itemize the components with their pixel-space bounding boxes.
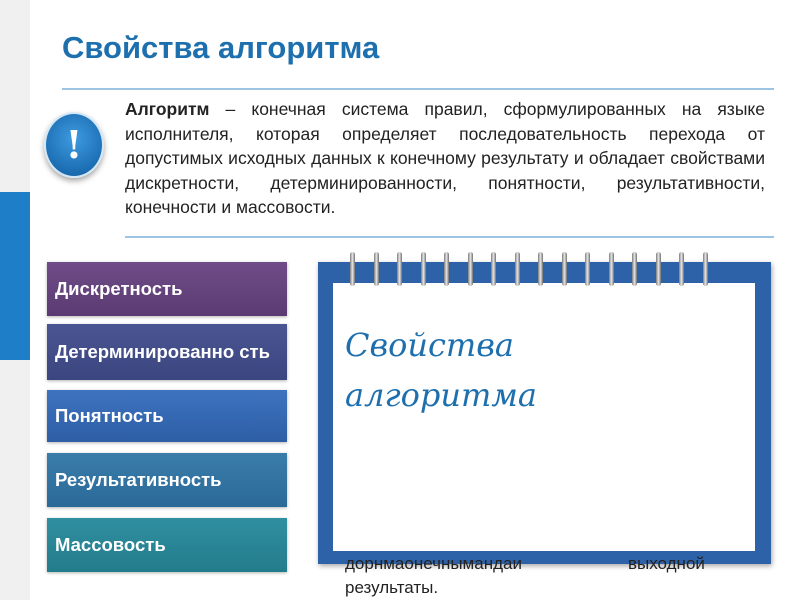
notebook-title-line2: алгоритма — [345, 376, 537, 414]
spiral-ring — [585, 252, 590, 286]
property-label: Понятность — [55, 405, 164, 426]
property-effectiveness[interactable] — [47, 453, 287, 507]
divider-top — [62, 88, 774, 90]
spiral-ring — [632, 252, 637, 286]
notebook-title — [345, 320, 537, 420]
spiral-ring — [421, 252, 426, 286]
property-label: Результативность — [55, 469, 222, 490]
property-label: Массовость — [55, 534, 166, 555]
overflow-text-line1: дорнмаонечнымандаи — [345, 554, 522, 573]
side-bar-bottom — [0, 360, 30, 600]
property-determinism[interactable] — [47, 324, 287, 380]
spiral-ring — [656, 252, 661, 286]
side-bar-accent — [0, 192, 30, 360]
definition-paragraph — [125, 97, 765, 220]
property-understandability[interactable] — [47, 390, 287, 442]
slide-title: Свойства алгоритма — [62, 30, 380, 65]
definition-term: Алгоритм — [125, 99, 210, 119]
overflow-text-line2: результаты. — [345, 578, 439, 597]
spiral-ring — [562, 252, 567, 286]
exclamation-mark: ! — [65, 122, 83, 167]
notebook-title-line1: Свойства — [345, 326, 514, 364]
property-discreteness[interactable] — [47, 262, 287, 316]
spiral-ring — [374, 252, 379, 286]
spiral-ring — [444, 252, 449, 286]
spiral-ring — [679, 252, 684, 286]
divider-bottom — [125, 236, 774, 238]
property-label: Детерминированно сть — [55, 341, 270, 362]
spiral-ring — [538, 252, 543, 286]
spiral-ring — [609, 252, 614, 286]
spiral-ring — [491, 252, 496, 286]
spiral-ring — [397, 252, 402, 286]
spiral-ring — [468, 252, 473, 286]
definition-text: – конечная система правил, сформулированных на языке исполнителя, которая определяет последовательность перехода от допустимых исходных данных к конечному результату и обладает свойствами дискретности, детерминированности, понятности, результативности, конечности и массовости. — [125, 99, 765, 217]
spiral-ring — [350, 252, 355, 286]
overflow-text — [345, 552, 522, 600]
side-bar-top — [0, 0, 30, 192]
overflow-text-right: выходной — [628, 554, 705, 573]
property-label: Дискретность — [55, 278, 183, 299]
spiral-ring — [515, 252, 520, 286]
spiral-ring — [703, 252, 708, 286]
property-mass-character[interactable] — [47, 518, 287, 572]
exclamation-icon — [44, 112, 104, 178]
